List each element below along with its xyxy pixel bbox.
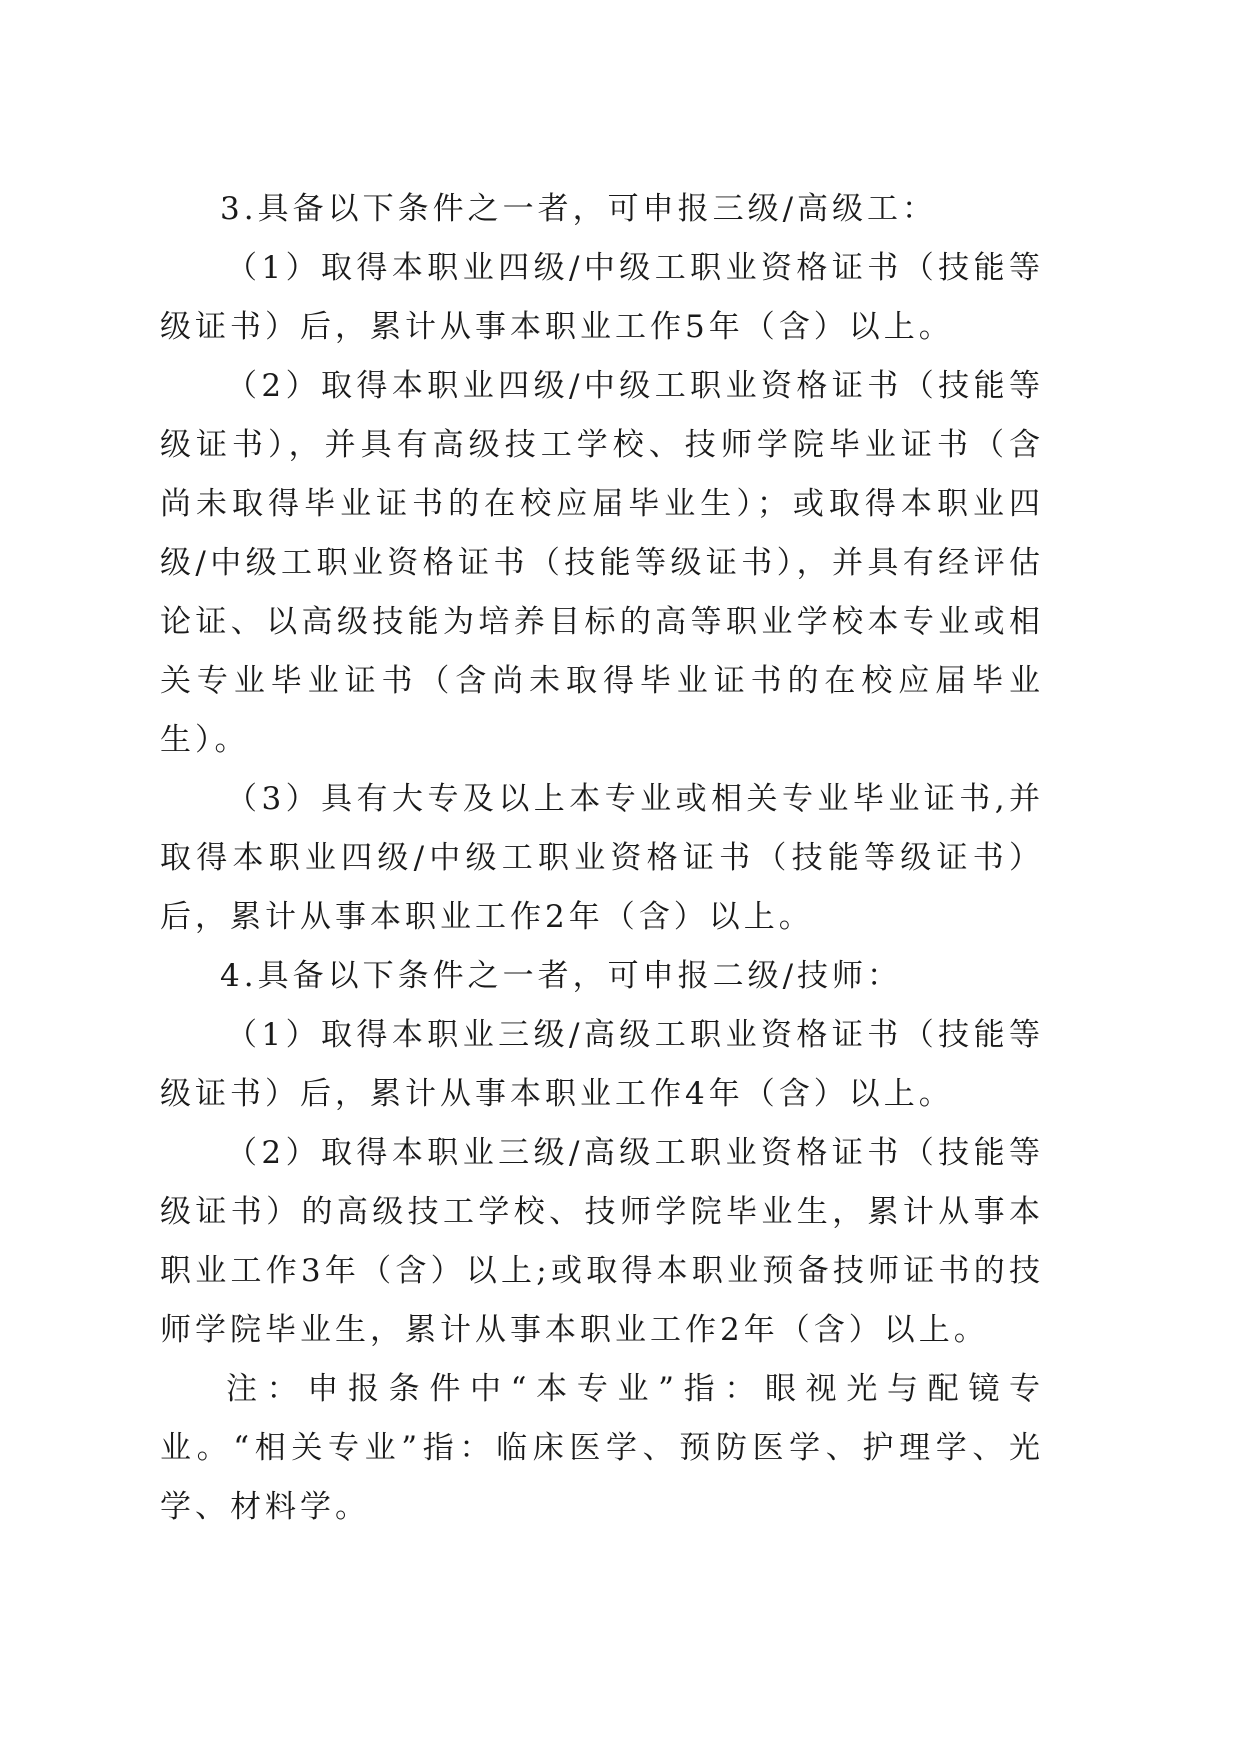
section-3-item-1: （1）取得本职业四级/中级工职业资格证书（技能等级证书）后，累计从事本职业工作5年（含）以上。 [160, 250, 1044, 345]
document-body [160, 180, 1044, 1537]
section-3-heading: 3.具备以下条件之一者，可申报三级/高级工： [220, 191, 938, 227]
section-4-item-2: （2）取得本职业三级/高级工职业资格证书（技能等级证书）的高级技工学校、技师学院毕业生，累计从事本职业工作3年（含）以上;或取得本职业预备技师证书的技师学院毕业生，累计从事本职业工作2年（含）以上。 [160, 1135, 1044, 1348]
section-3-item-3: （3）具有大专及以上本专业或相关专业毕业证书,并取得本职业四级/中级工职业资格证书（技能等级证书）后，累计从事本职业工作2年（含）以上。 [160, 781, 1044, 935]
section-4-heading: 4.具备以下条件之一者，可申报二级/技师： [220, 958, 903, 994]
section-4-item-1: （1）取得本职业三级/高级工职业资格证书（技能等级证书）后，累计从事本职业工作4年（含）以上。 [160, 1017, 1044, 1112]
section-3-item-2: （2）取得本职业四级/中级工职业资格证书（技能等级证书），并具有高级技工学校、技师学院毕业证书（含尚未取得毕业证书的在校应届毕业生）；或取得本职业四级/中级工职业资格证书（技能等级证书），并具有经评估论证、以高级技能为培养目标的高等职业学校本专业或相关专业毕业证书（含尚未取得毕业证书的在校应届毕业生）。 [160, 368, 1044, 758]
note-paragraph: 注：申报条件中“本专业”指：眼视光与配镜专业。“相关专业”指：临床医学、预防医学、护理学、光学、材料学。 [160, 1371, 1044, 1525]
